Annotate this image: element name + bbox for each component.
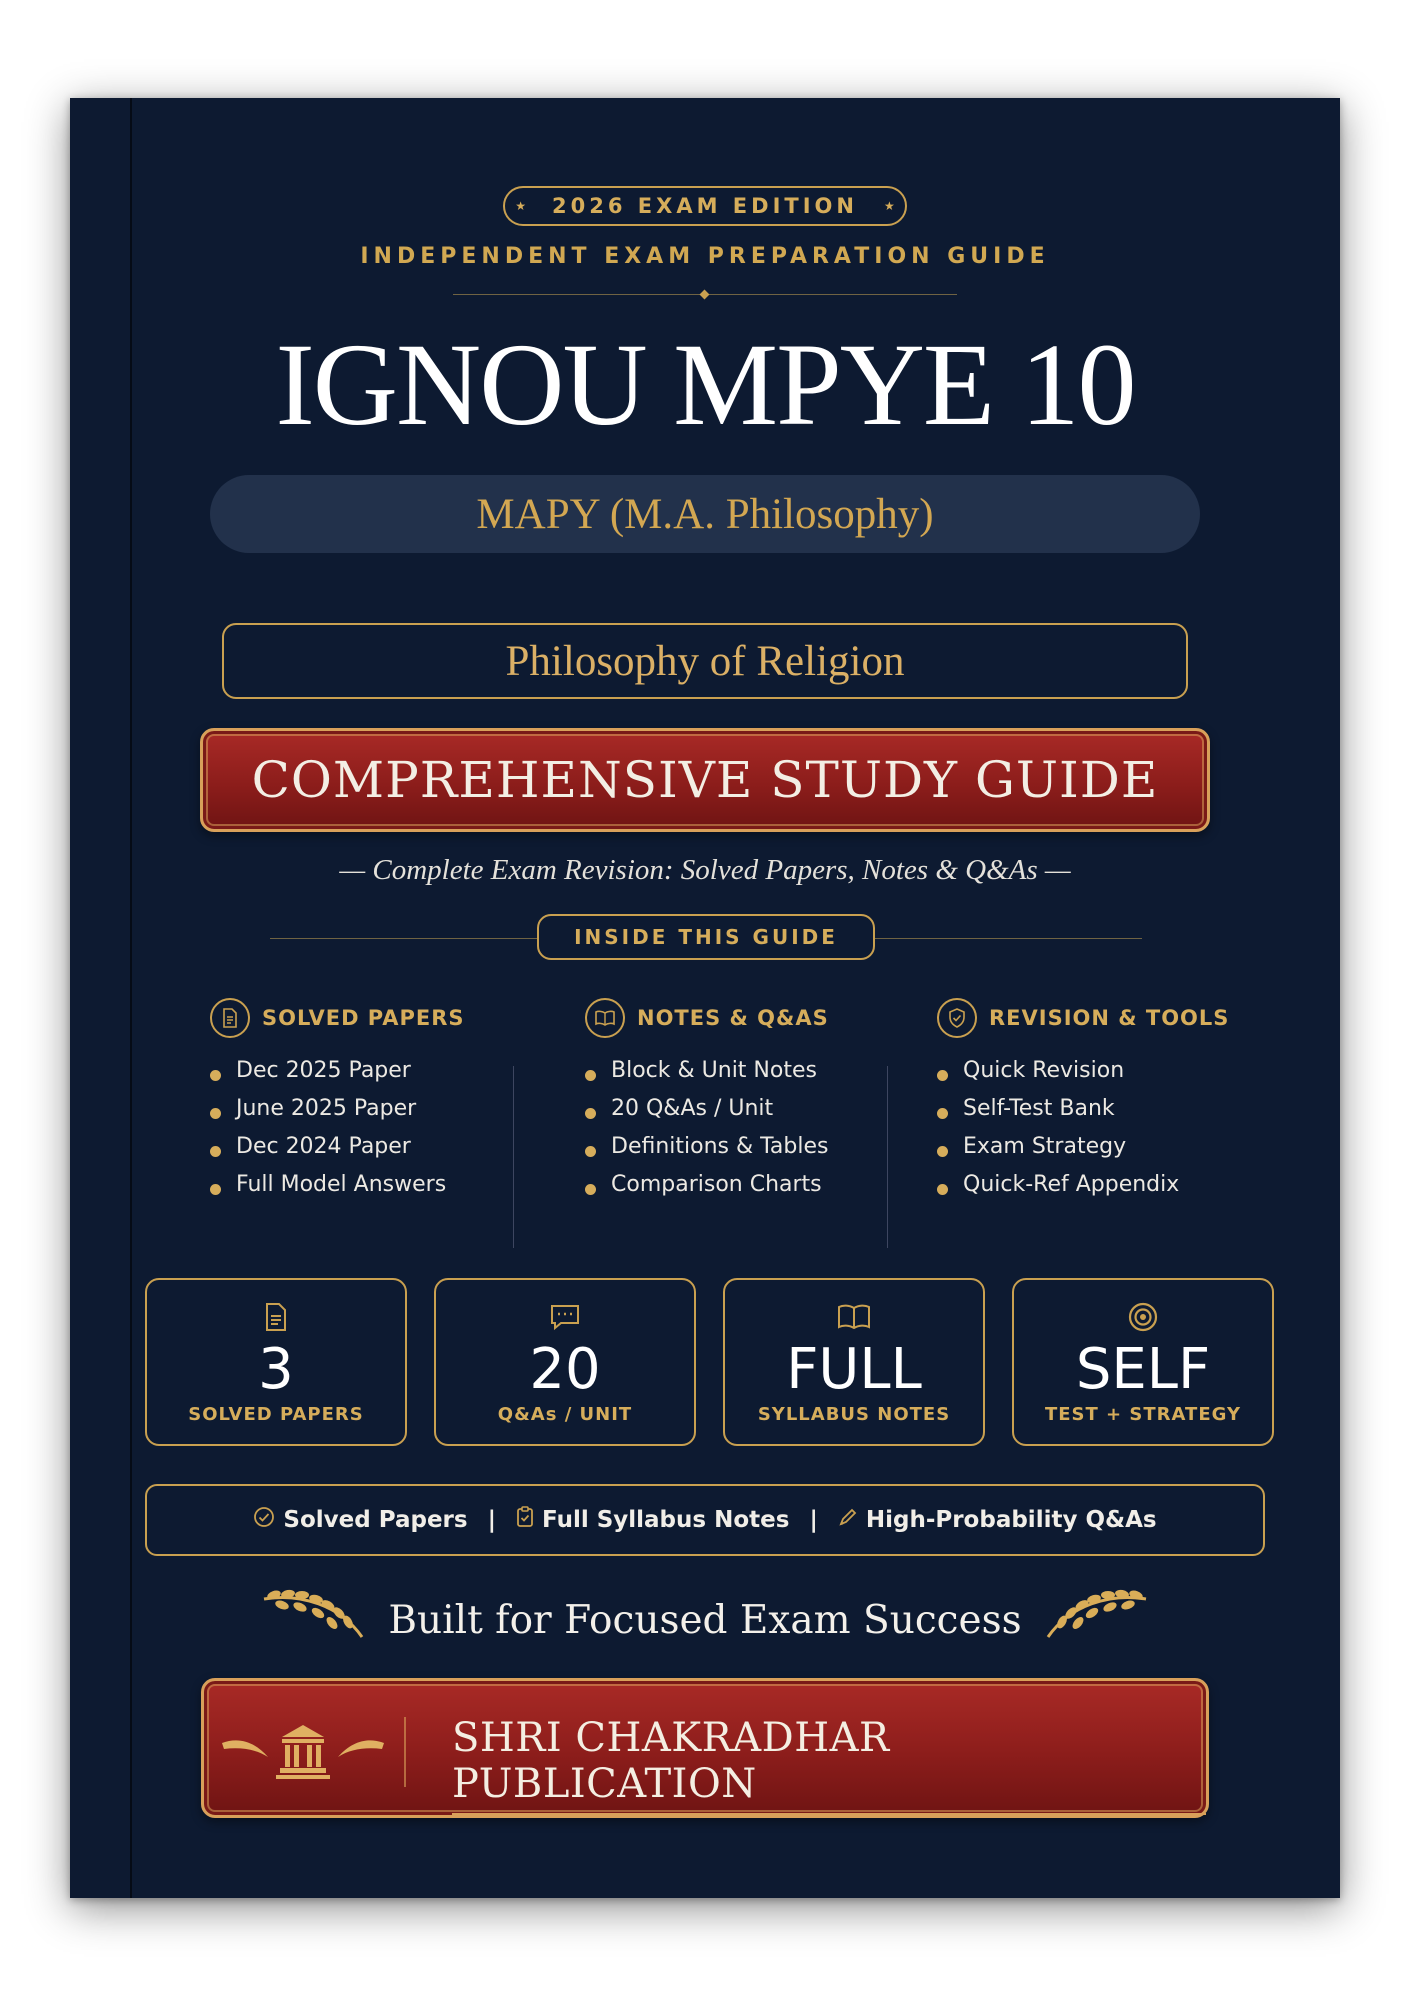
institution-emblem-icon bbox=[218, 1719, 388, 1783]
feature-label: Solved Papers bbox=[283, 1507, 468, 1533]
feature-label: Full Syllabus Notes bbox=[542, 1507, 790, 1533]
divider bbox=[872, 938, 1142, 939]
column-title: REVISION & TOOLS bbox=[989, 1006, 1230, 1030]
list-item: Quick Revision bbox=[937, 1056, 1257, 1094]
check-circle-icon bbox=[253, 1506, 275, 1534]
list-item: Comparison Charts bbox=[585, 1170, 905, 1208]
diamond-ornament bbox=[700, 290, 710, 300]
tagline: — Complete Exam Revision: Solved Papers, Notes & Q&As — bbox=[339, 854, 1071, 886]
book-cover bbox=[70, 98, 1340, 1898]
header-label: INDEPENDENT EXAM PREPARATION GUIDE bbox=[360, 244, 1050, 269]
stat-syllabus-notes bbox=[723, 1278, 985, 1446]
column-title: NOTES & Q&AS bbox=[637, 1006, 829, 1030]
separator: | bbox=[809, 1507, 818, 1533]
program-pill bbox=[210, 475, 1200, 553]
feature-item bbox=[253, 1506, 467, 1534]
list-item: Definitions & Tables bbox=[585, 1132, 905, 1170]
list-item: June 2025 Paper bbox=[210, 1094, 530, 1132]
star-icon: ★ bbox=[883, 199, 895, 213]
stat-label: TEST + STRATEGY bbox=[1044, 1404, 1242, 1425]
stat-solved-papers bbox=[145, 1278, 407, 1446]
stat-value: 20 bbox=[529, 1337, 601, 1402]
feature-label: High-Probability Q&As bbox=[865, 1507, 1157, 1533]
divider bbox=[404, 1717, 406, 1787]
column-solved-papers bbox=[210, 998, 530, 1208]
stat-label: Q&As / UNIT bbox=[497, 1404, 633, 1425]
inside-guide-label bbox=[537, 914, 875, 960]
column-divider bbox=[887, 1066, 888, 1248]
document-icon bbox=[264, 1300, 288, 1334]
laurel-left-icon bbox=[260, 1585, 370, 1655]
feature-item bbox=[516, 1506, 789, 1534]
page-title: IGNOU MPYE 10 bbox=[275, 319, 1135, 450]
stat-qas-per-unit bbox=[434, 1278, 696, 1446]
success-tagline-row bbox=[70, 1590, 1340, 1650]
separator: | bbox=[487, 1507, 496, 1533]
stat-self-test bbox=[1012, 1278, 1274, 1446]
subject-label: Philosophy of Religion bbox=[505, 637, 905, 685]
banner-label: COMPREHENSIVE STUDY GUIDE bbox=[251, 751, 1159, 809]
stat-label: SOLVED PAPERS bbox=[188, 1404, 364, 1425]
stat-value: FULL bbox=[786, 1337, 922, 1402]
column-divider bbox=[513, 1066, 514, 1248]
stat-value: 3 bbox=[258, 1337, 294, 1402]
program-label: MAPY (M.A. Philosophy) bbox=[476, 490, 934, 538]
stat-label: SYLLABUS NOTES bbox=[757, 1404, 951, 1425]
column-title: SOLVED PAPERS bbox=[262, 1006, 465, 1030]
edition-badge bbox=[503, 186, 907, 226]
list-item: Block & Unit Notes bbox=[585, 1056, 905, 1094]
stat-value: SELF bbox=[1075, 1337, 1211, 1402]
column-list bbox=[937, 1056, 1257, 1208]
open-book-icon bbox=[585, 998, 625, 1038]
publisher-name: SHRI CHAKRADHAR PUBLICATION bbox=[452, 1715, 1206, 1815]
list-item: Quick-Ref Appendix bbox=[937, 1170, 1257, 1208]
star-icon: ★ bbox=[515, 199, 527, 213]
features-strip bbox=[145, 1484, 1265, 1556]
list-item: Self-Test Bank bbox=[937, 1094, 1257, 1132]
chat-bubble-icon bbox=[549, 1300, 581, 1334]
feature-item bbox=[838, 1507, 1157, 1533]
list-item: Full Model Answers bbox=[210, 1170, 530, 1208]
clipboard-check-icon bbox=[516, 1506, 534, 1534]
column-notes-qas bbox=[585, 998, 905, 1208]
laurel-right-icon bbox=[1040, 1585, 1150, 1655]
document-icon bbox=[210, 998, 250, 1038]
column-list bbox=[585, 1056, 905, 1208]
inside-label-text: INSIDE THIS GUIDE bbox=[574, 925, 838, 949]
list-item: Exam Strategy bbox=[937, 1132, 1257, 1170]
list-item: Dec 2024 Paper bbox=[210, 1132, 530, 1170]
list-item: Dec 2025 Paper bbox=[210, 1056, 530, 1094]
shield-check-icon bbox=[937, 998, 977, 1038]
target-icon bbox=[1127, 1300, 1159, 1334]
publisher-banner bbox=[201, 1678, 1209, 1818]
subject-box bbox=[222, 623, 1188, 699]
divider bbox=[270, 938, 540, 939]
pencil-icon bbox=[838, 1507, 858, 1533]
column-revision-tools bbox=[937, 998, 1257, 1208]
column-list bbox=[210, 1056, 530, 1208]
list-item: 20 Q&As / Unit bbox=[585, 1094, 905, 1132]
success-tagline: Built for Focused Exam Success bbox=[388, 1597, 1022, 1643]
study-guide-banner bbox=[200, 728, 1210, 832]
edition-label: 2026 EXAM EDITION bbox=[552, 194, 858, 218]
open-book-icon bbox=[837, 1300, 871, 1334]
